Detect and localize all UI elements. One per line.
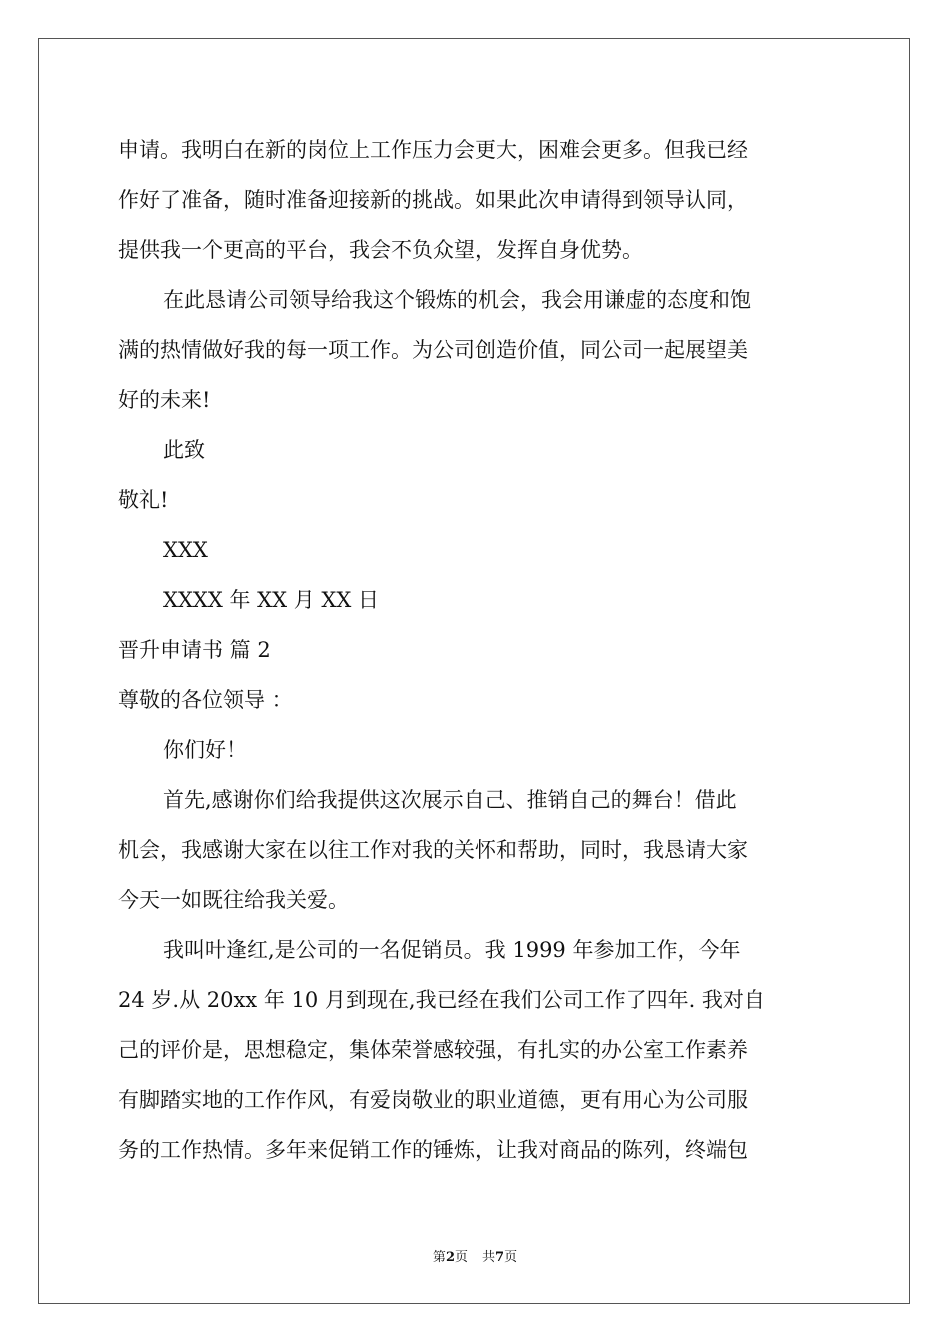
page-current: 2 (445, 1250, 455, 1265)
text-line: 作好了准备，随时准备迎接新的挑战。如果此次申请得到领导认同， (118, 188, 748, 212)
text-line: 好的未来! (118, 388, 211, 412)
greeting-hello: 你们好！ (163, 738, 247, 762)
text-line: 机会，我感谢大家在以往工作对我的关怀和帮助，同时，我恳请大家 (118, 838, 748, 862)
page-prefix: 第 (432, 1250, 446, 1265)
text-line: 在此恳请公司领导给我这个锻炼的机会，我会用谦虚的态度和饱 (163, 288, 751, 312)
text-line: 满的热情做好我的每一项工作。为公司创造价值，同公司一起展望美 (118, 338, 748, 362)
text-line: 有脚踏实地的工作作风，有爱岗敬业的职业道德，更有用心为公司服 (118, 1088, 748, 1112)
text-line: 首先,感谢你们给我提供这次展示自己、推销自己的舞台！借此 (163, 788, 737, 812)
signature-date: XXXX 年 XX 月 XX 日 (163, 588, 379, 612)
text-line: 今天一如既往给我关爱。 (118, 888, 349, 912)
text-line: 24 岁.从 20xx 年 10 月到现在,我已经在我们公司工作了四年. 我对自 (118, 988, 765, 1012)
closing-regards: 敬礼! (118, 488, 169, 512)
signature-name: XXX (163, 538, 208, 562)
closing-salutation: 此致 (163, 438, 205, 462)
section-title: 晋升申请书 篇 2 (118, 638, 271, 662)
greeting: 尊敬的各位领导 ： (118, 688, 293, 712)
page-frame (38, 38, 910, 1304)
total-prefix: 共 (482, 1250, 496, 1265)
text-line: 申请。我明白在新的岗位上工作压力会更大，困难会更多。但我已经 (118, 138, 748, 162)
page-total: 7 (495, 1250, 505, 1265)
page-suffix: 页 (454, 1250, 468, 1265)
total-suffix: 页 (504, 1250, 518, 1265)
page-footer (0, 1250, 950, 1266)
text-line: 提供我一个更高的平台，我会不负众望，发挥自身优势。 (118, 238, 643, 262)
text-line: 务的工作热情。多年来促销工作的锤炼，让我对商品的陈列，终端包 (118, 1138, 748, 1162)
text-line: 己的评价是，思想稳定，集体荣誉感较强，有扎实的办公室工作素养 (118, 1038, 748, 1062)
text-line: 我叫叶逢红,是公司的一名促销员。我 1999 年参加工作，今年 (163, 938, 741, 962)
